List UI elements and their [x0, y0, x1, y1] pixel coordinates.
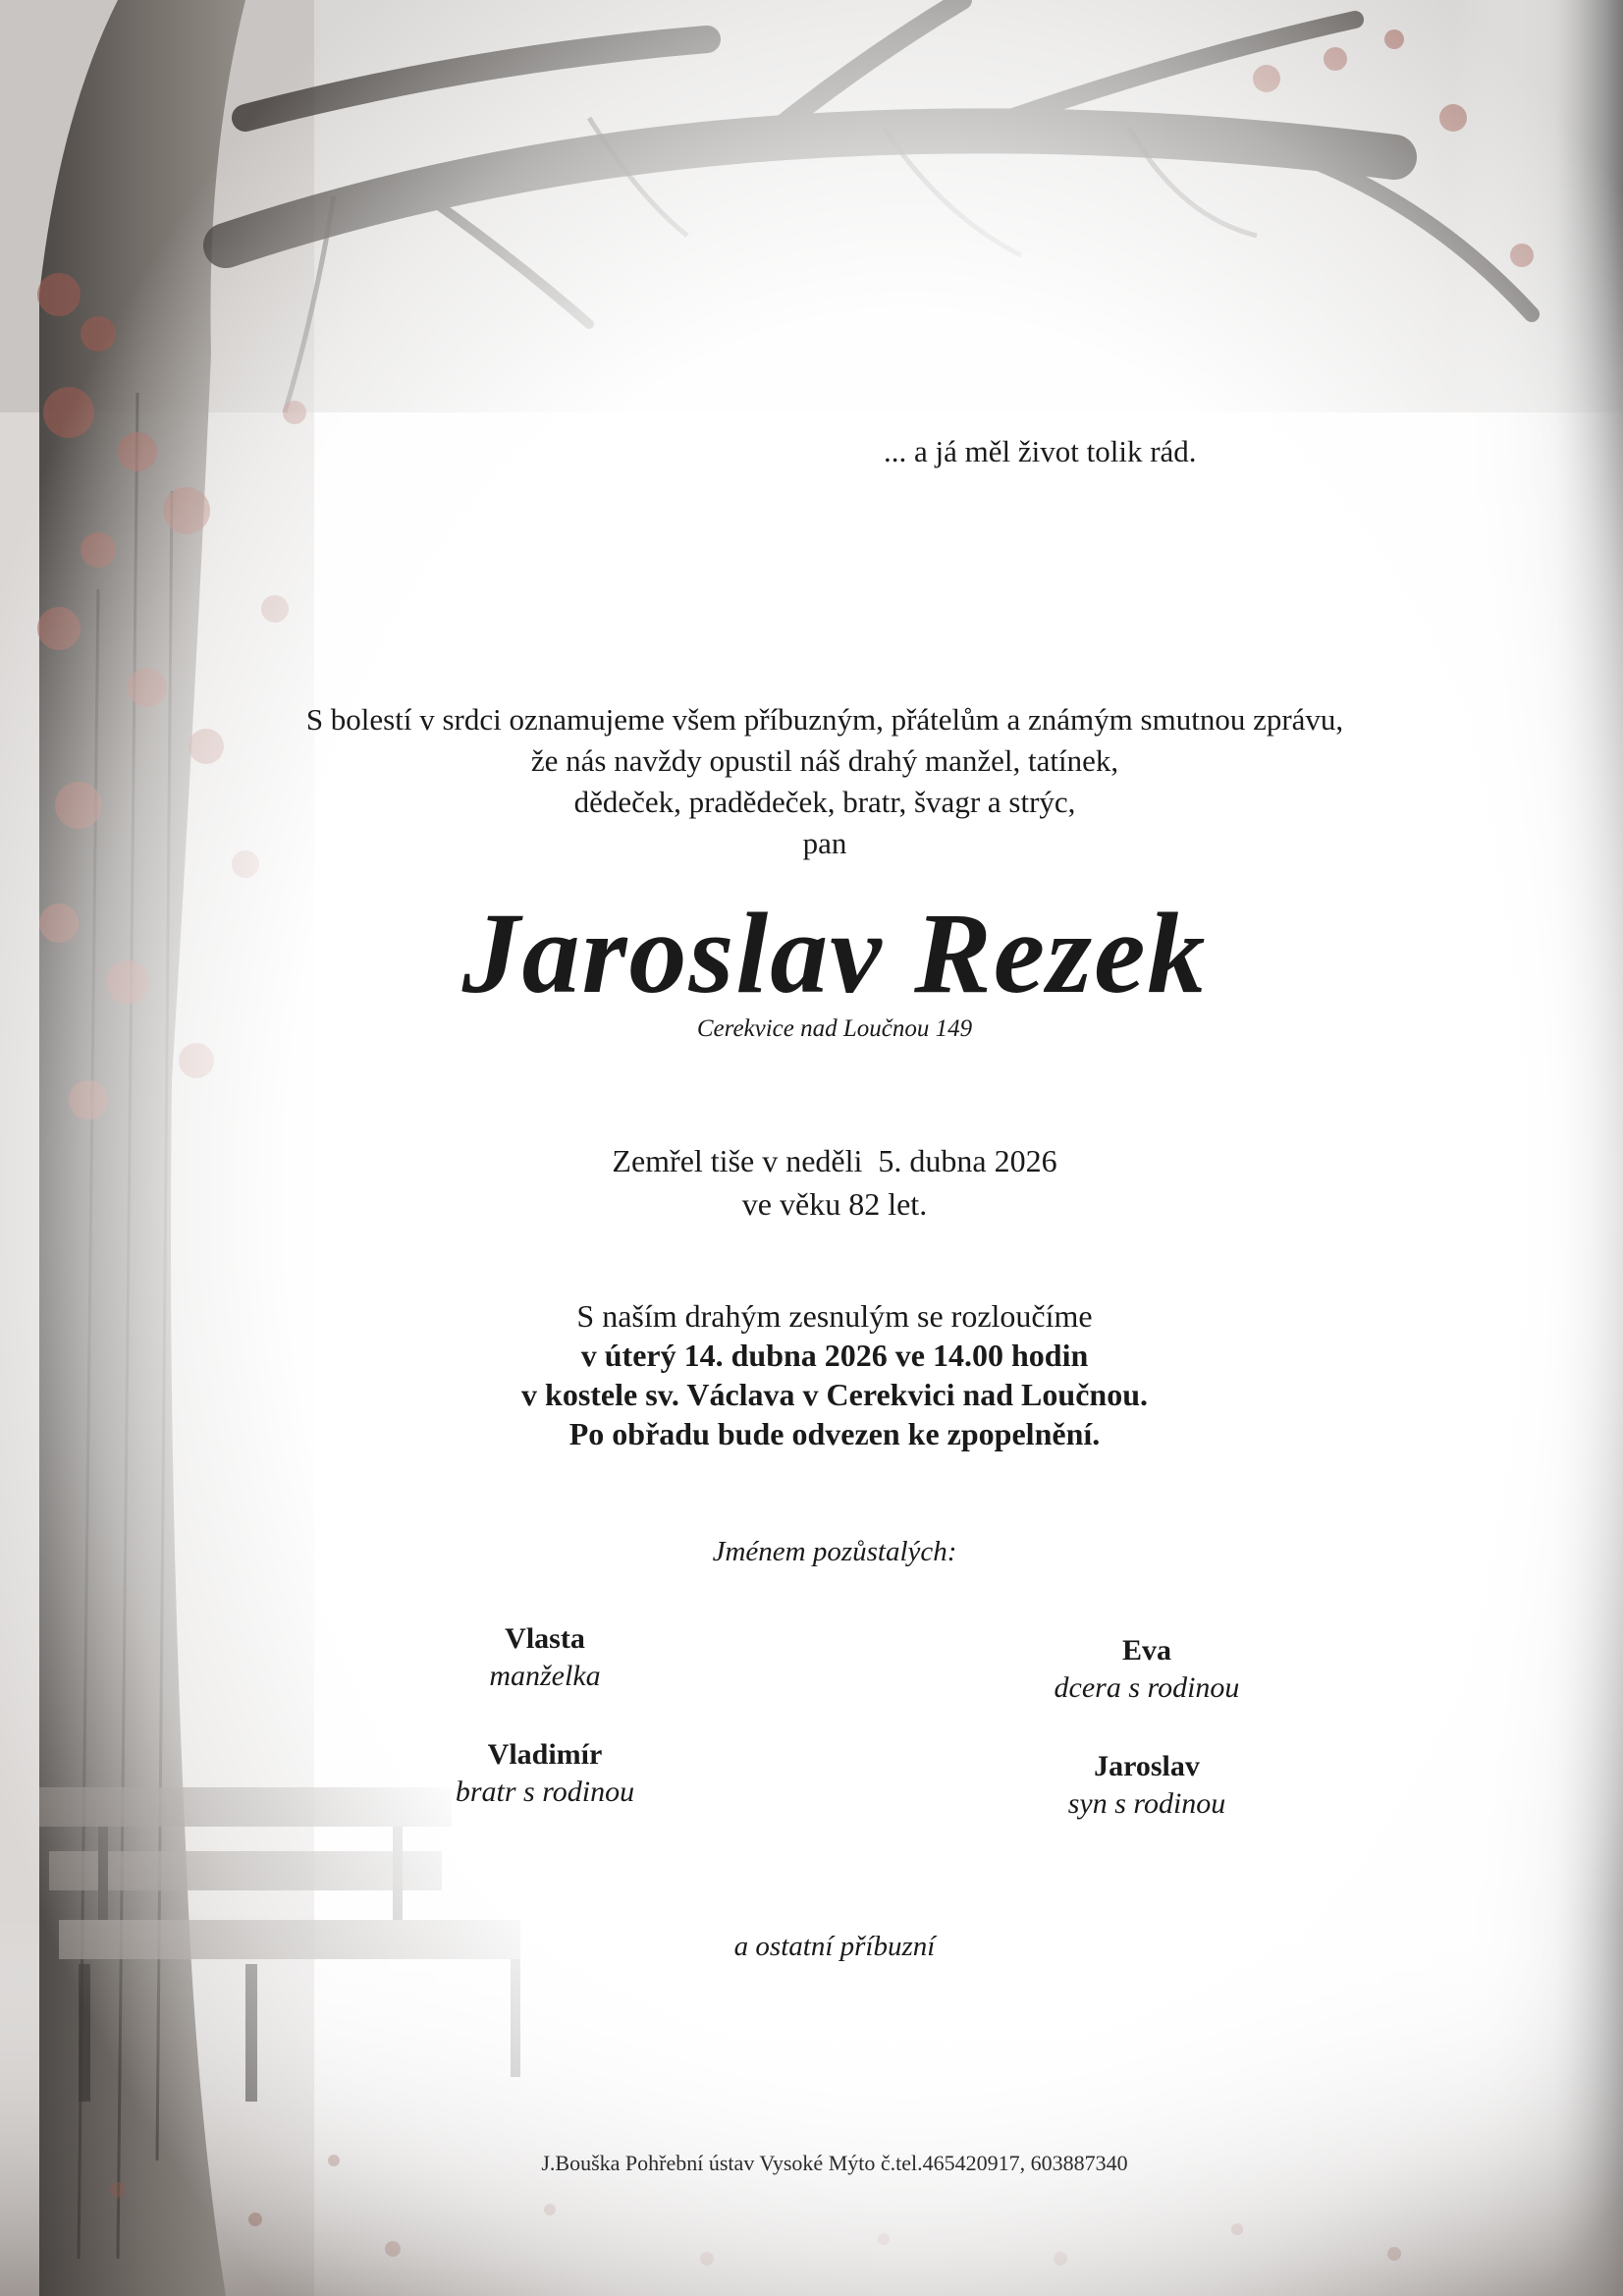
announcement-line: pan — [802, 826, 847, 860]
ceremony-details — [295, 1296, 1375, 1453]
survivor-relation: bratr s rodinou — [455, 1776, 635, 1808]
ceremony-intro: S naším drahým zesnulým se rozloučíme — [576, 1298, 1093, 1334]
survivor-name: Eva — [1121, 1634, 1171, 1667]
survivor-relation: dcera s rodinou — [1054, 1671, 1240, 1704]
survivor-relation: manželka — [489, 1660, 601, 1692]
survivor-relation: syn s rodinou — [1067, 1787, 1226, 1820]
survivor-name: Jaroslav — [1094, 1750, 1200, 1782]
survivor-entry — [398, 1736, 692, 1811]
deceased-address: Cerekvice nad Loučnou 149 — [696, 1015, 973, 1042]
funeral-home-footer: J.Bouška Pohřební ústav Vysoké Mýto č.tel.465420917, 603887340 — [541, 2151, 1128, 2175]
announcement-line: S bolestí v srdci oznamujeme všem příbuzným, přátelům a známým smutnou zprávu, — [305, 702, 1344, 737]
ceremony-date: v úterý 14. dubna 2026 ve 14.00 hodin — [580, 1338, 1089, 1373]
survivor-entry — [1000, 1632, 1294, 1707]
death-age-line: ve věku 82 let. — [741, 1186, 928, 1222]
survivor-entry — [398, 1620, 692, 1695]
death-notice — [295, 1139, 1375, 1226]
survivor-name: Vlasta — [505, 1622, 585, 1655]
ceremony-after: Po obřadu bude odvezen ke zpopelnění. — [568, 1416, 1101, 1451]
on-behalf-heading: Jménem pozůstalých: — [712, 1536, 957, 1567]
ceremony-place: v kostele sv. Václava v Cerekvici nad Loučnou. — [521, 1377, 1148, 1412]
death-date-line: Zemřel tiše v neděli 5. dubna 2026 — [612, 1143, 1057, 1178]
other-relatives: a ostatní příbuzní — [733, 1931, 936, 1962]
motto-quote: ... a já měl život tolik rád. — [884, 434, 1197, 468]
deceased-name: Jaroslav Rezek — [461, 889, 1208, 1017]
announcement-line: že nás navždy opustil náš drahý manžel, tatínek, — [530, 743, 1119, 778]
survivor-entry — [1000, 1748, 1294, 1823]
survivor-name: Vladimír — [487, 1738, 603, 1771]
announcement-text — [285, 699, 1365, 864]
announcement-line: dědeček, pradědeček, bratr, švagr a strýc, — [573, 785, 1076, 819]
